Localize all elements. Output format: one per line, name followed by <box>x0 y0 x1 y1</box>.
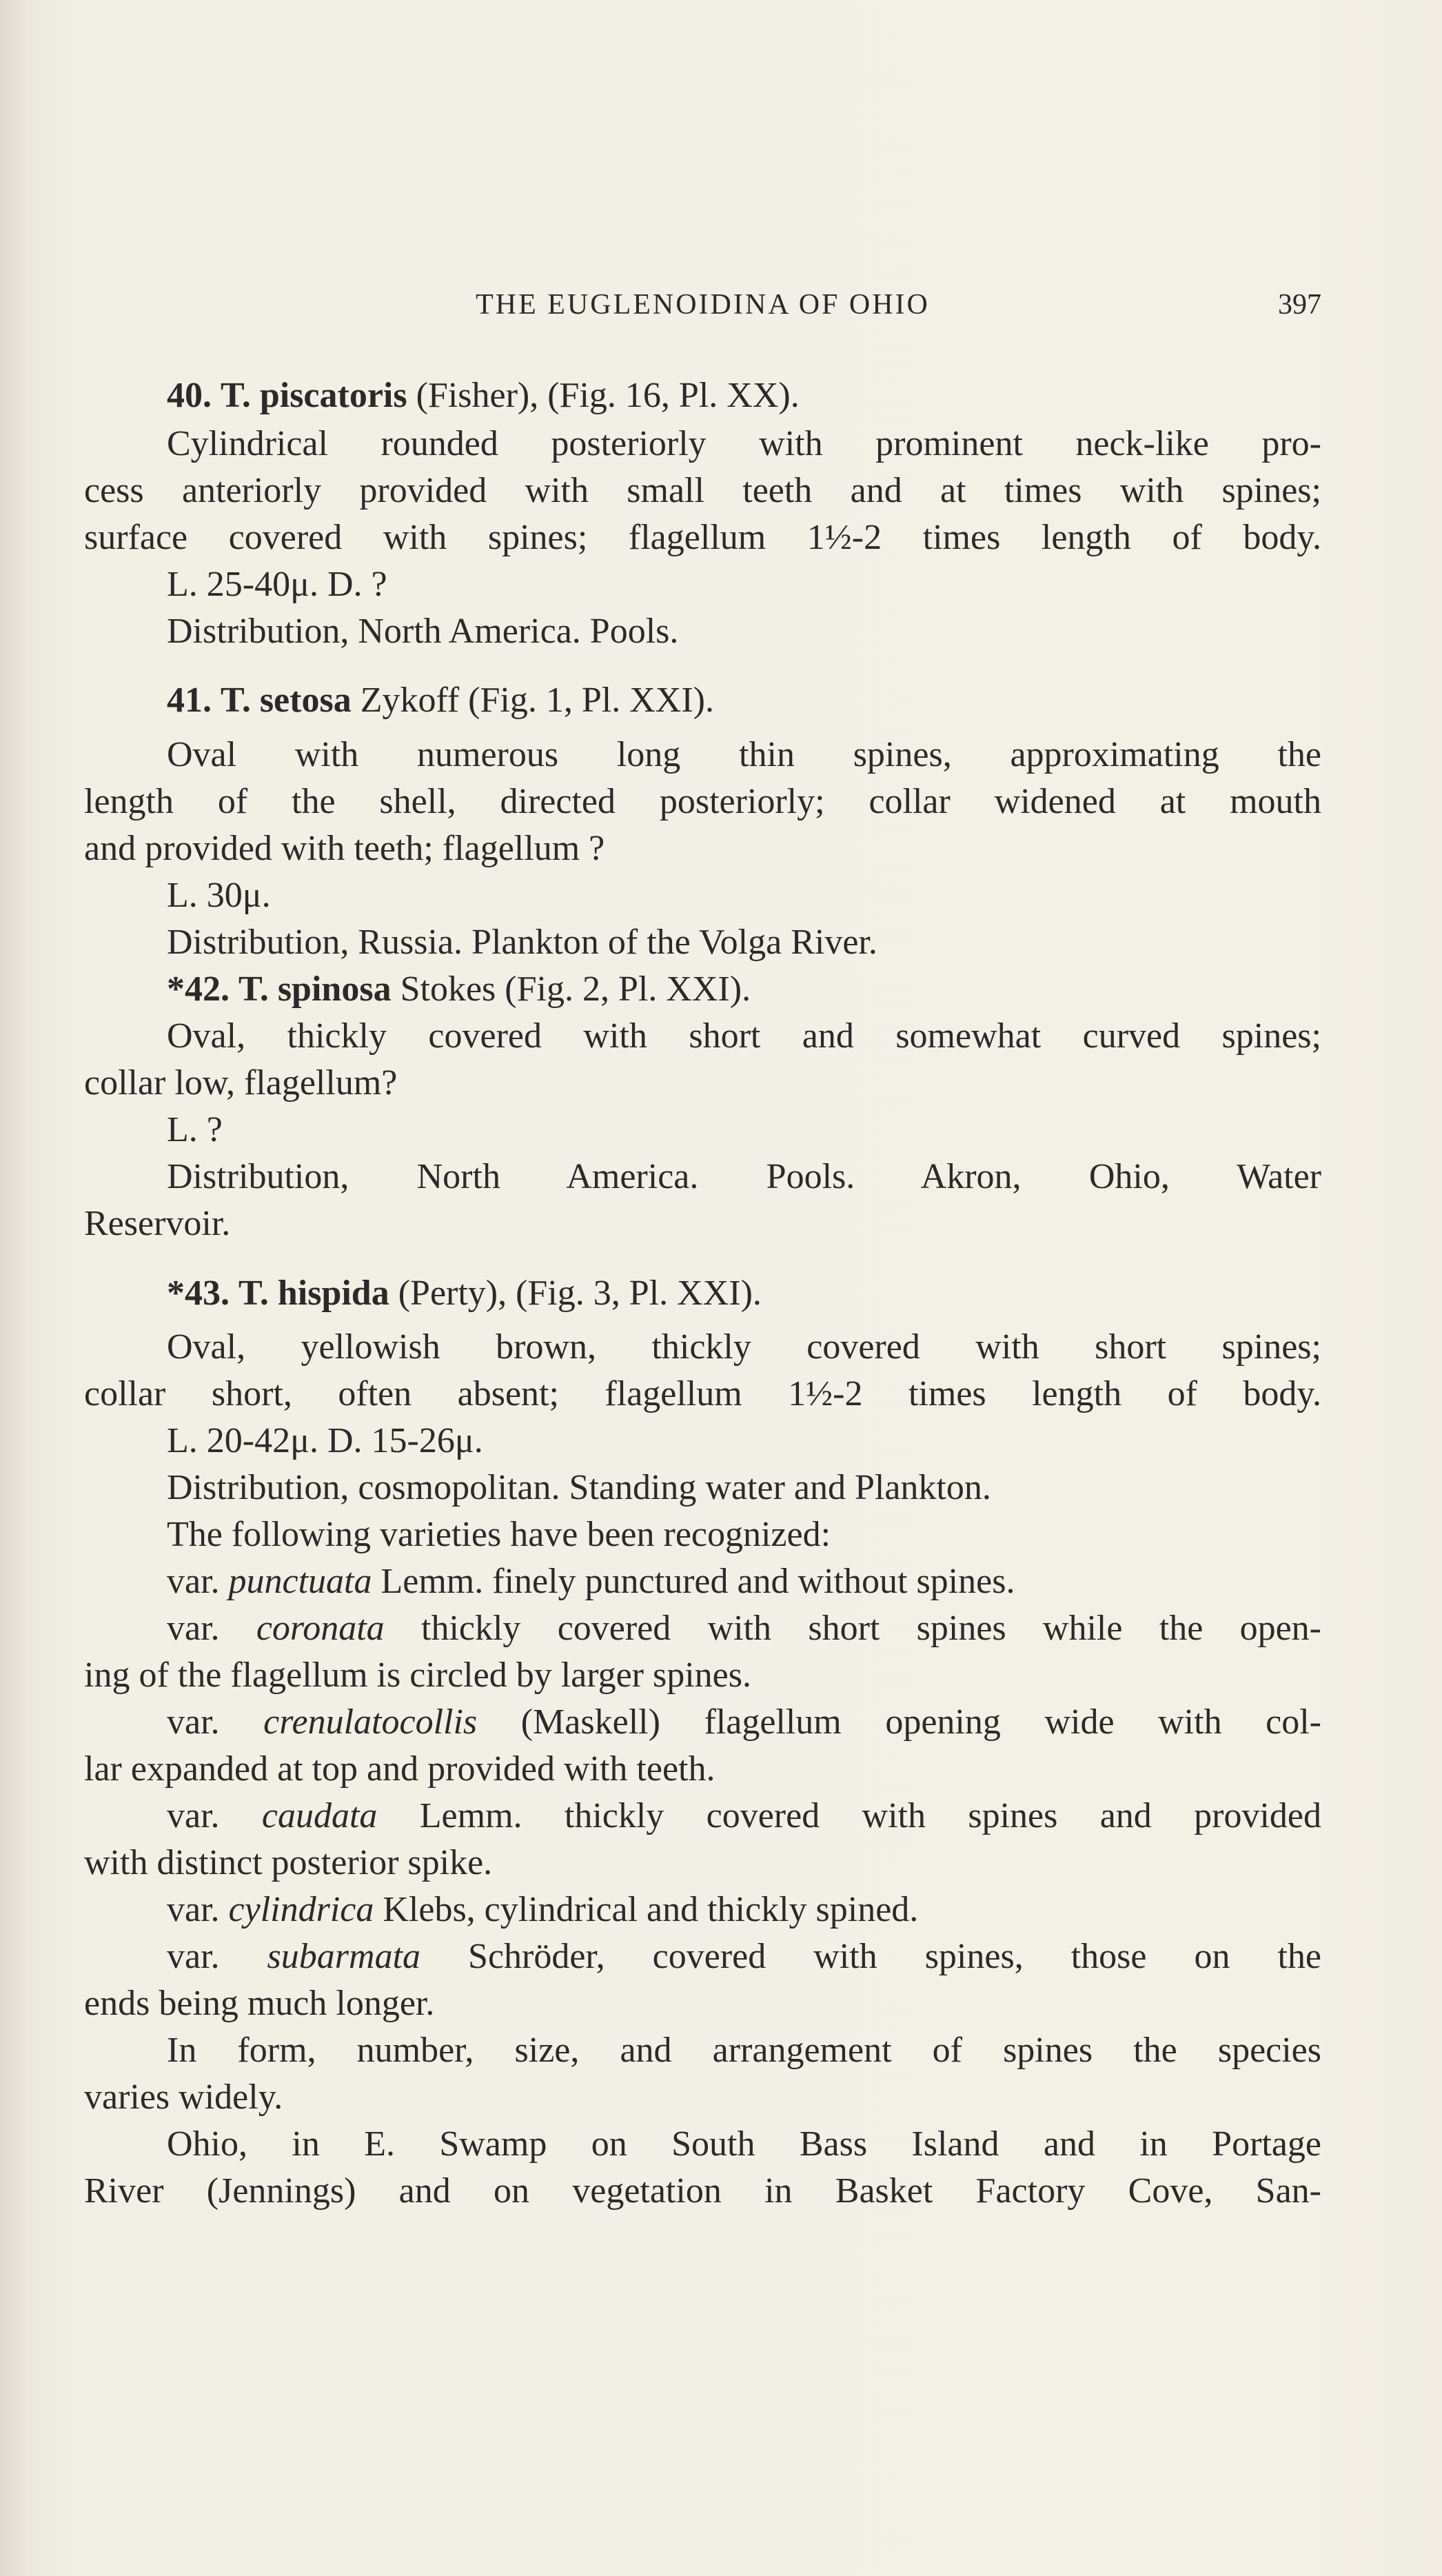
text-run: var. <box>167 1937 267 1976</box>
text-line <box>167 1325 1321 1369</box>
text-line <box>167 2029 1321 2073</box>
text-run: Distribution, cosmopolitan. Standing water and Plankton. <box>167 1468 991 1507</box>
italic-text: crenulatocollis <box>263 1702 478 1742</box>
text-line <box>167 1513 1321 1557</box>
text-line <box>167 2122 1321 2166</box>
text-line <box>167 1108 1321 1152</box>
text-line <box>167 874 1321 918</box>
text-run: Oval with numerous long thin spines, approximating the <box>167 735 1321 774</box>
text-run: Zykoff (Fig. 1, Pl. XXI). <box>351 681 714 720</box>
text-run: (Maskell) flagellum opening wide with col- <box>477 1702 1322 1742</box>
text-run: Oval, yellowish brown, thickly covered with short spines; <box>167 1327 1321 1367</box>
text-line <box>167 1419 1321 1463</box>
text-run: Distribution, Russia. Plankton of the Volga River. <box>167 923 877 962</box>
text-run: thickly covered with short spines while the open- <box>384 1609 1321 1648</box>
italic-text: caudata <box>261 1796 378 1835</box>
text-run: Cylindrical rounded posteriorly with prominent neck-like pro- <box>167 424 1321 463</box>
bold-text: *43. <box>167 1274 230 1313</box>
text-line <box>84 1202 1321 1246</box>
text-line <box>84 1747 1321 1791</box>
entry-heading-42 <box>167 967 1321 1012</box>
text-run: var. <box>167 1702 264 1742</box>
text-run: Lemm. finely punctured and without spines. <box>372 1562 1015 1601</box>
text-run: Oval, thickly covered with short and somewhat curved spines; <box>167 1016 1321 1056</box>
text-line <box>84 516 1321 560</box>
text-run: Lemm. thickly covered with spines and provided <box>377 1796 1321 1835</box>
italic-text: punctuata <box>228 1562 372 1601</box>
text-run: Reservoir. <box>84 1204 231 1243</box>
text-line <box>84 1653 1321 1698</box>
text-run: varies widely. <box>84 2077 283 2117</box>
text-line <box>167 1014 1321 1058</box>
variety-line <box>167 1607 1321 1651</box>
text-run: with distinct posterior spike. <box>84 1843 493 1882</box>
bold-text: T. setosa <box>221 681 352 720</box>
text-run: L. 25-40μ. D. ? <box>167 565 387 604</box>
bold-text: T. hispida <box>238 1274 389 1313</box>
text-run: surface covered with spines; flagellum 1½-2 times length of body. <box>84 518 1321 557</box>
text-line <box>167 610 1321 654</box>
text-line <box>84 1841 1321 1885</box>
text-run: Stokes (Fig. 2, Pl. XXI). <box>391 969 751 1009</box>
text-run: and provided with teeth; flagellum ? <box>84 829 605 868</box>
text-line <box>84 827 1321 871</box>
text-run: var. <box>167 1890 229 1929</box>
text-run: The following varieties have been recognized: <box>167 1515 831 1554</box>
text-run: var. <box>167 1562 229 1601</box>
bold-text: 40. <box>167 376 212 415</box>
variety-line <box>167 1888 1321 1932</box>
text-run: ing of the flagellum is circled by larger spines. <box>84 1656 751 1695</box>
variety-line <box>167 1794 1321 1838</box>
text-line <box>84 780 1321 824</box>
text-run: (Perty), (Fig. 3, Pl. XXI). <box>389 1274 762 1313</box>
entry-heading-43 <box>167 1271 1321 1316</box>
text-line <box>167 1155 1321 1199</box>
text-run: L. ? <box>167 1110 223 1149</box>
italic-text: subarmata <box>267 1937 421 1976</box>
bold-text: 41. <box>167 681 212 720</box>
text-line <box>84 2075 1321 2120</box>
variety-line <box>167 1700 1321 1744</box>
text-run: L. 20-42μ. D. 15-26μ. <box>167 1421 483 1460</box>
text-line <box>84 2169 1321 2213</box>
text-run: L. 30μ. <box>167 876 271 915</box>
text-run: collar low, flagellum? <box>84 1063 398 1103</box>
text-run <box>230 969 238 1009</box>
running-title: THE EUGLENOIDINA OF OHIO <box>476 289 930 321</box>
text-run: ends being much longer. <box>84 1984 435 2023</box>
text-run: (Fisher), (Fig. 16, Pl. XX). <box>407 376 800 415</box>
entry-heading-41 <box>167 678 1321 723</box>
text-run: var. <box>167 1609 256 1648</box>
variety-line <box>167 1935 1321 1979</box>
text-line <box>84 1372 1321 1416</box>
text-line <box>167 563 1321 607</box>
bold-text: T. spinosa <box>238 969 392 1009</box>
text-run: collar short, often absent; flagellum 1½-2 times length of body. <box>84 1374 1321 1413</box>
text-run: Distribution, North America. Pools. <box>167 612 679 651</box>
text-line <box>167 920 1321 965</box>
text-run: var. <box>167 1796 262 1835</box>
entry-heading-40 <box>167 374 1321 418</box>
text-line <box>167 1466 1321 1510</box>
text-line <box>167 422 1321 466</box>
text-run: In form, number, size, and arrangement of spines the species <box>167 2031 1321 2070</box>
text-run: River (Jennings) and on vegetation in Basket Factory Cove, San- <box>84 2171 1321 2211</box>
text-run <box>230 1274 238 1313</box>
text-line <box>167 733 1321 777</box>
text-line <box>84 469 1321 513</box>
text-run: Ohio, in E. Swamp on South Bass Island and in Portage <box>167 2124 1321 2164</box>
bold-text: T. piscatoris <box>221 376 407 415</box>
text-run <box>212 681 221 720</box>
page-number: 397 <box>1278 289 1321 321</box>
text-run: Klebs, cylindrical and thickly spined. <box>374 1890 919 1929</box>
text-run: Distribution, North America. Pools. Akron, Ohio, Water <box>167 1157 1321 1196</box>
text-line <box>84 1061 1321 1105</box>
text-run: length of the shell, directed posteriorly; collar widened at mouth <box>84 782 1321 821</box>
text-run: Schröder, covered with spines, those on the <box>420 1937 1321 1976</box>
text-run: lar expanded at top and provided with teeth. <box>84 1749 715 1789</box>
variety-line <box>167 1560 1321 1604</box>
text-line <box>84 1982 1321 2026</box>
italic-text: cylindrica <box>228 1890 374 1929</box>
bold-text: *42. <box>167 969 230 1009</box>
italic-text: coronata <box>256 1609 385 1648</box>
page-header <box>84 288 1321 323</box>
text-run <box>212 376 221 415</box>
text-run: cess anteriorly provided with small teeth and at times with spines; <box>84 471 1321 510</box>
